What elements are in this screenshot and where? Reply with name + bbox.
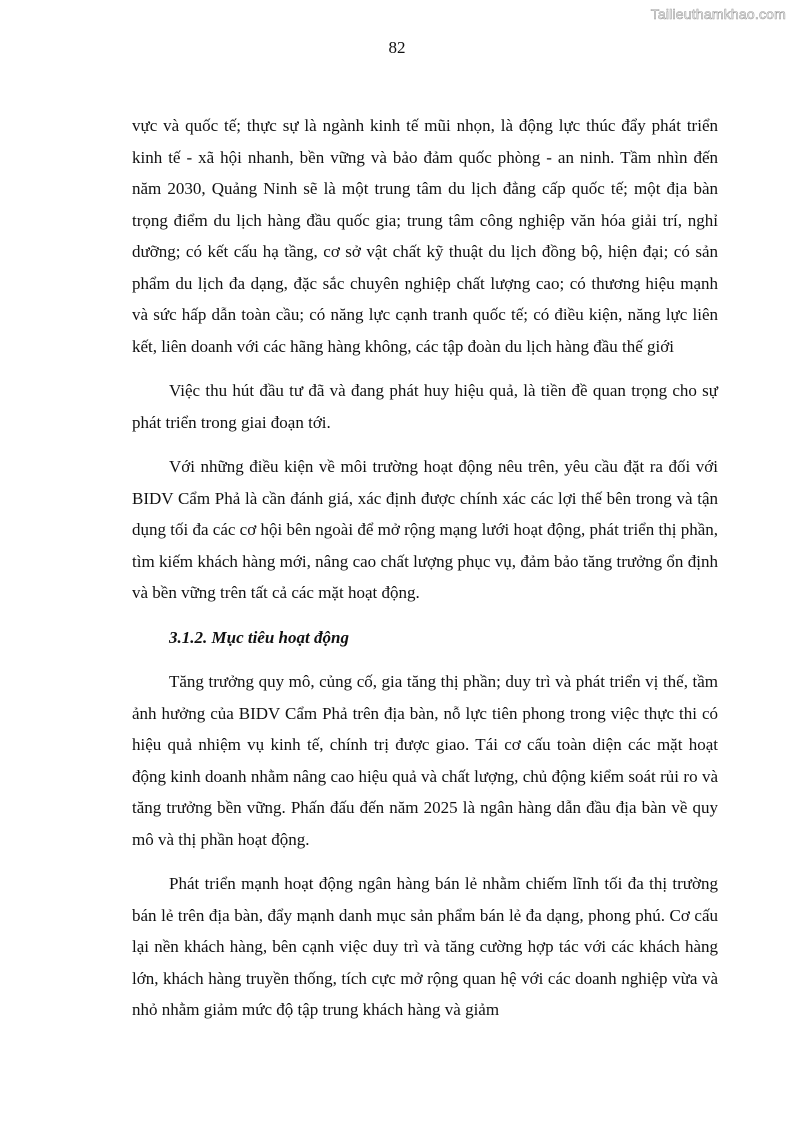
paragraph-requirements: Với những điều kiện về môi trường hoạt động nêu trên, yêu cầu đặt ra đối với BIDV Cẩm Phả là cần đánh giá, xác định được chính xác các lợi thế bên trong và tận dụng tối đa các cơ hội bên ngoài để mở rộng mạng lưới hoạt động, phát triển thị phần, tìm kiếm khách hàng mới, nâng cao chất lượng phục vụ, đảm bảo tăng trưởng ổn định và bền vững trên tất cả các mặt hoạt động. — [132, 457, 718, 602]
paragraph-growth-goals: Tăng trưởng quy mô, củng cố, gia tăng thị phần; duy trì và phát triển vị thế, tầm ảnh hưởng của BIDV Cẩm Phả trên địa bàn, nỗ lực tiên phong trong việc thực thi có hiệu quả nhiệm vụ kinh tế, chính trị được giao. Tái cơ cấu toàn diện các mặt hoạt động kinh doanh nhằm nâng cao hiệu quả và chất lượng, chủ động kiểm soát rủi ro và tăng trưởng bền vững. Phấn đấu đến năm 2025 là ngân hàng dẫn đầu địa bàn về quy mô và thị phần hoạt động. — [132, 672, 718, 849]
paragraph-retail-banking: Phát triển mạnh hoạt động ngân hàng bán lẻ nhằm chiếm lĩnh tối đa thị trường bán lẻ trên địa bàn, đẩy mạnh danh mục sản phẩm bán lẻ đa dạng, phong phú. Cơ cấu lại nền khách hàng, bên cạnh việc duy trì và tăng cường hợp tác với các khách hàng lớn, khách hàng truyền thống, tích cực mở rộng quan hệ với các doanh nghiệp vừa và nhỏ nhằm giảm mức độ tập trung khách hàng và giảm — [132, 874, 718, 1019]
paragraph-continuation: vực và quốc tế; thực sự là ngành kinh tế mũi nhọn, là động lực thúc đẩy phát triển kinh tế - xã hội nhanh, bền vững và bảo đảm quốc phòng - an ninh. Tầm nhìn đến năm 2030, Quảng Ninh sẽ là một trung tâm du lịch đẳng cấp quốc tế; một địa bàn trọng điểm du lịch hàng đầu quốc gia; trung tâm công nghiệp văn hóa giải trí, nghỉ dưỡng; có kết cấu hạ tầng, cơ sở vật chất kỹ thuật du lịch đồng bộ, hiện đại; có sản phẩm du lịch đa dạng, đặc sắc chuyên nghiệp chất lượng cao; có thương hiệu mạnh và sức hấp dẫn toàn cầu; có năng lực cạnh tranh quốc tế; có điều kiện, năng lực liên kết, liên doanh với các hãng hàng không, các tập đoàn du lịch hàng đầu thế giới — [132, 116, 718, 356]
watermark: Tailieuthamkhao.com — [650, 6, 786, 22]
paragraph-investment: Việc thu hút đầu tư đã và đang phát huy hiệu quả, là tiền đề quan trọng cho sự phát triển trong giai đoạn tới. — [132, 381, 718, 432]
section-heading: 3.1.2. Mục tiêu hoạt động — [169, 627, 349, 647]
document-body — [132, 110, 718, 1039]
page-number: 82 — [388, 38, 406, 57]
